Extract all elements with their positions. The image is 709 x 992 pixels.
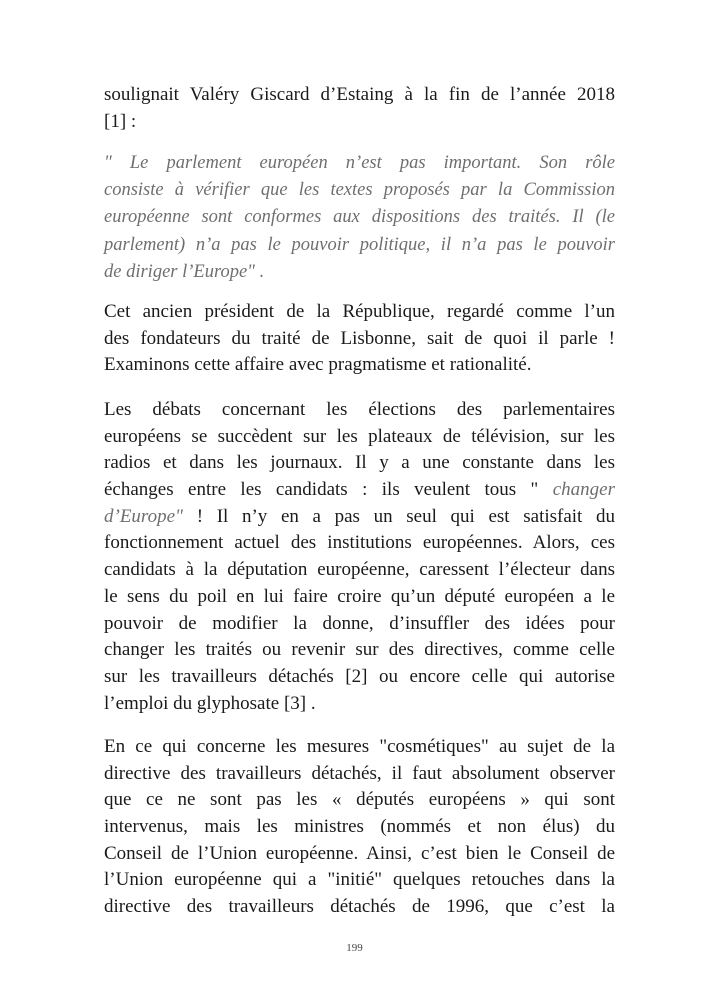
text-line bbox=[104, 557, 615, 584]
text-span: ! Il n’y en a pas un seul qui est satisfait du bbox=[183, 505, 615, 527]
text-span: pouvoir de modifier la donne, d’insuffler des idées pour bbox=[104, 612, 615, 634]
text-line bbox=[104, 232, 615, 259]
text-line bbox=[104, 177, 615, 204]
text-line bbox=[104, 867, 615, 894]
text-line bbox=[104, 787, 615, 814]
page-number: 199 bbox=[346, 942, 363, 954]
text-span: l’emploi du glyphosate [3] . bbox=[104, 692, 316, 714]
text-span: parlement) n’a pas le pouvoir politique, il n’a pas le pouvoir bbox=[104, 234, 615, 255]
text-span: européens se succèdent sur les plateaux de télévision, sur les bbox=[104, 425, 615, 447]
text-span: le sens du poil en lui faire croire qu’un député européen a le bbox=[104, 585, 615, 607]
text-span: de diriger l’Europe" . bbox=[104, 261, 265, 282]
italic-text: d’Europe" bbox=[104, 505, 184, 527]
block-quote bbox=[104, 150, 615, 286]
text-span: " Le parlement européen n’est pas important. Son rôle bbox=[104, 153, 615, 173]
text-span: [1] : bbox=[104, 110, 137, 132]
text-span: fonctionnement actuel des institutions européennes. Alors, ces bbox=[104, 532, 615, 554]
paragraph bbox=[104, 397, 615, 717]
text-line bbox=[104, 841, 615, 868]
text-span: radios et dans les journaux. Il y a une constante dans les bbox=[104, 452, 615, 474]
text-line bbox=[104, 477, 615, 504]
text-span: intervenus, mais les ministres (nommés et non élus) du bbox=[104, 816, 615, 838]
text-span: directive des travailleurs détachés, il faut absolument observer bbox=[104, 762, 615, 784]
text-line bbox=[104, 691, 615, 718]
text-span: Examinons cette affaire avec pragmatisme et rationalité. bbox=[104, 354, 532, 376]
text-span: En ce qui concerne les mesures "cosmétiques" au sujet de la bbox=[104, 736, 615, 757]
text-line bbox=[104, 894, 615, 921]
text-line bbox=[104, 664, 615, 691]
text-line bbox=[104, 150, 615, 177]
paragraph bbox=[104, 82, 615, 135]
text-line bbox=[104, 82, 615, 109]
text-span: Cet ancien président de la République, regardé comme l’un bbox=[104, 301, 615, 322]
text-line bbox=[104, 814, 615, 841]
text-line bbox=[104, 259, 615, 286]
paragraph bbox=[104, 734, 615, 921]
text-span: des fondateurs du traité de Lisbonne, sait de quoi il parle ! bbox=[104, 327, 615, 349]
text-line bbox=[104, 450, 615, 477]
paragraph bbox=[104, 299, 615, 379]
text-line bbox=[104, 299, 615, 326]
text-span: sur les travailleurs détachés [2] ou encore celle qui autorise bbox=[104, 665, 615, 687]
text-span: que ce ne sont pas les « députés européens » qui sont bbox=[104, 789, 615, 811]
text-span: Les débats concernant les élections des parlementaires bbox=[104, 399, 615, 420]
text-span: l’Union européenne qui a "initié" quelques retouches dans la bbox=[104, 869, 615, 891]
text-line bbox=[104, 326, 615, 353]
text-line bbox=[104, 611, 615, 638]
text-span: consiste à vérifier que les textes proposés par la Commission bbox=[104, 180, 615, 201]
text-line bbox=[104, 761, 615, 788]
text-span: candidats à la députation européenne, caressent l’électeur dans bbox=[104, 559, 615, 581]
text-span: européenne sont conformes aux dispositions des traités. Il (le bbox=[104, 207, 615, 228]
text-span: Conseil de l’Union européenne. Ainsi, c’est bien le Conseil de bbox=[104, 842, 615, 864]
text-line bbox=[104, 397, 615, 424]
text-line bbox=[104, 424, 615, 451]
text-span: échanges entre les candidats : ils veulent tous " bbox=[104, 479, 553, 501]
text-line bbox=[104, 584, 615, 611]
text-line bbox=[104, 637, 615, 664]
text-line bbox=[104, 352, 615, 379]
text-span: directive des travailleurs détachés de 1996, que c’est la bbox=[104, 896, 615, 918]
italic-text: changer bbox=[552, 479, 615, 501]
text-line bbox=[104, 504, 615, 531]
text-span: changer les traités ou revenir sur des directives, comme celle bbox=[104, 639, 615, 661]
text-line bbox=[104, 204, 615, 231]
text-span: soulignait Valéry Giscard d’Estaing à la fin de l’année 2018 bbox=[104, 84, 615, 105]
text-line bbox=[104, 734, 615, 761]
text-line bbox=[104, 109, 615, 136]
text-line bbox=[104, 530, 615, 557]
